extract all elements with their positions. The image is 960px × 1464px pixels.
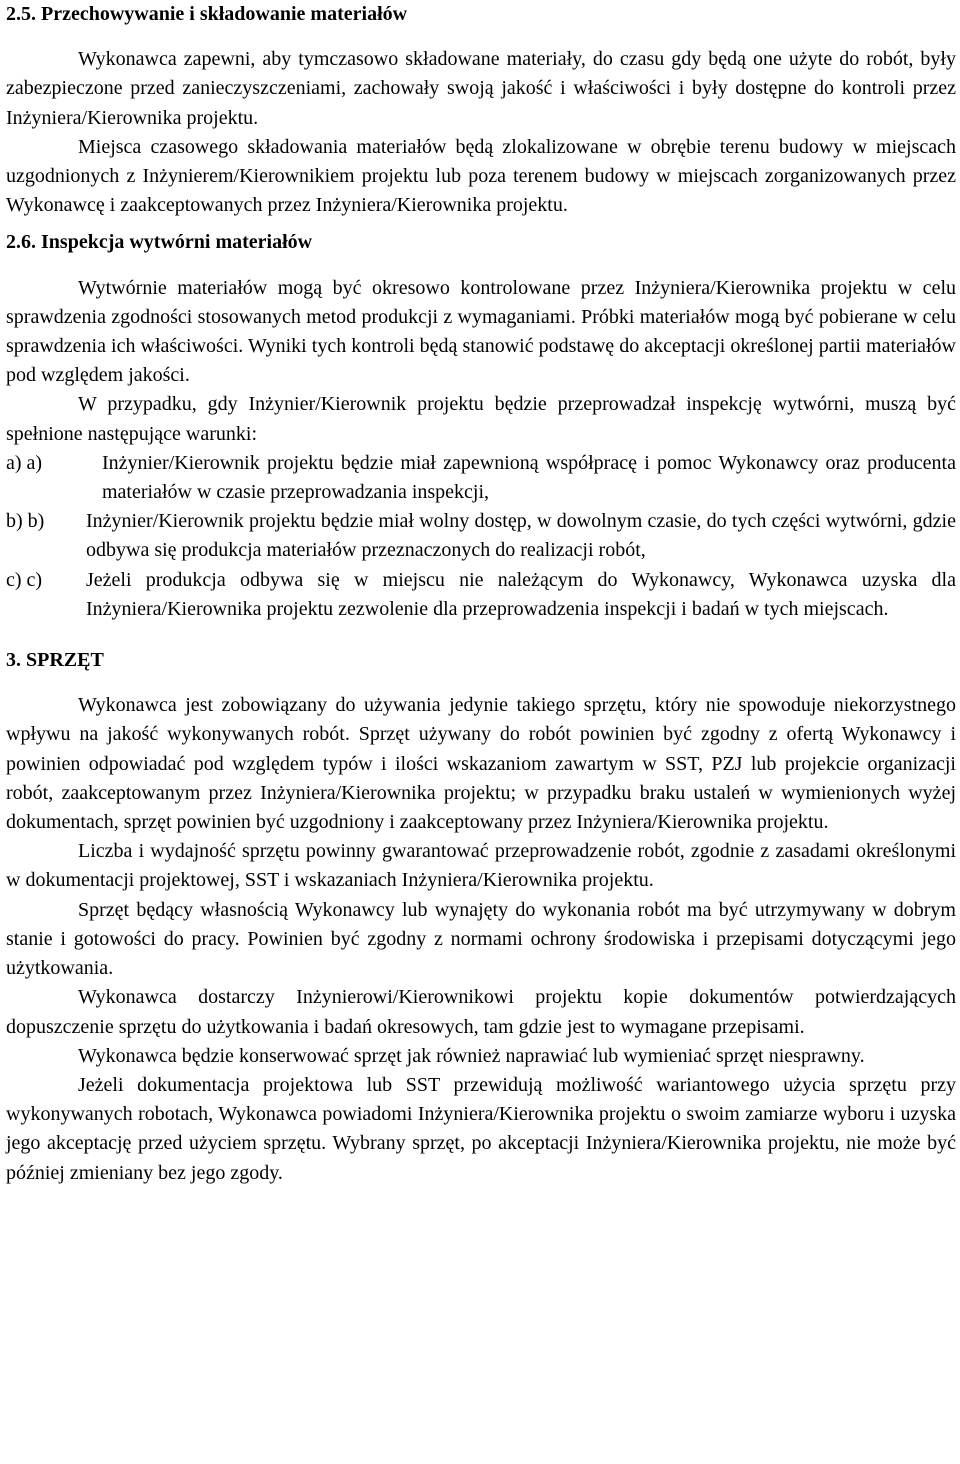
list-item-a [6,449,956,507]
section-3-heading: 3. SPRZĘT [6,649,104,672]
section-2-6-heading: 2.6. Inspekcja wytwórni materiałów [6,231,313,254]
list-item-c [6,566,956,624]
section-3-paragraph-4: Wykonawca dostarczy Inżynierowi/Kierownikowi projektu kopie dokumentów potwierdzających dopuszczenie sprzętu do użytkowania i badań okresowych, tam gdzie jest to wymagane przepisami. [6,986,956,1038]
list-marker-c: c) c) [6,568,43,591]
section-2-5-heading: 2.5. Przechowywanie i składowanie materiałów [6,3,408,25]
list-text-c: Jeżeli produkcja odbywa się w miejscu nie należącym do Wykonawcy, Wykonawca uzyska dla Inżyniera/Kierownika projektu zezwolenie dla przeprowadzenia inspekcji i badań w tych miejscach. [86,568,956,620]
list-marker-a: a) a) [6,451,43,474]
list-marker-b: b) b) [6,510,45,533]
section-3-paragraph-2: Liczba i wydajność sprzętu powinny gwarantować przeprowadzenie robót, zgodnie z zasadami określonymi w dokumentacji projektowej, SST i wskazaniach Inżyniera/Kierownika projektu. [6,840,956,892]
section-2-6-paragraph-2: W przypadku, gdy Inżynier/Kierownik projektu będzie przeprowadzał inspekcję wytwórni, muszą być spełnione następujące warunki: [6,393,956,445]
list-item-b [6,507,956,565]
section-3-paragraph-3: Sprzęt będący własnością Wykonawcy lub wynajęty do wykonania robót ma być utrzymywany w dobrym stanie i gotowości do pracy. Powinien być zgodny z normami ochrony środowiska i przepisami dotyczącymi jego użytkowania. [6,898,956,980]
document-page [6,0,956,1188]
section-2-6-paragraph-1: Wytwórnie materiałów mogą być okresowo kontrolowane przez Inżyniera/Kierownika projektu w celu sprawdzenia zgodności stosowanych metod produkcji z wymaganiami. Próbki materiałów mogą być pobierane w celu sprawdzenia ich właściwości. Wyniki tych kontroli będą stanowić podstawę do akceptacji określonej partii materiałów pod względem jakości. [6,276,956,387]
section-3-paragraph-6: Jeżeli dokumentacja projektowa lub SST przewidują możliwość wariantowego użycia sprzętu przy wykonywanych robotach, Wykonawca powiadomi Inżyniera/Kierownika projektu o swoim zamiarze wyboru i uzyska jego akceptację przed użyciem sprzętu. Wybrany sprzęt, po akceptacji Inżyniera/Kierownika projektu, nie może być później zmieniany bez jego zgody. [6,1073,956,1184]
section-2-5-paragraph-2: Miejsca czasowego składowania materiałów będą zlokalizowane w obrębie terenu budowy w miejscach uzgodnionych z Inżynierem/Kierownikiem projektu lub poza terenem budowy w miejscach zorganizowanych przez Wykonawcę i zaakceptowanych przez Inżyniera/Kierownika projektu. [6,135,956,217]
section-2-5-paragraph-1: Wykonawca zapewni, aby tymczasowo składowane materiały, do czasu gdy będą one użyte do robót, były zabezpieczone przed zanieczyszczeniami, zachowały swoją jakość i właściwości i były dostępne do kontroli przez Inżyniera/Kierownika projektu. [6,48,956,129]
section-3-paragraph-5: Wykonawca będzie konserwować sprzęt jak również naprawiać lub wymieniać sprzęt niesprawny. [78,1044,865,1067]
list-text-a: Inżynier/Kierownik projektu będzie miał zapewnioną współpracę i pomoc Wykonawcy oraz producenta materiałów w czasie przeprowadzania inspekcji, [102,451,956,504]
list-text-b: Inżynier/Kierownik projektu będzie miał wolny dostęp, w dowolnym czasie, do tych części wytwórni, gdzie odbywa się produkcja materiałów przeznaczonych do realizacji robót, [86,510,956,562]
section-3-paragraph-1: Wykonawca jest zobowiązany do używania jedynie takiego sprzętu, który nie spowoduje niekorzystnego wpływu na jakość wykonywanych robót. Sprzęt używany do robót powinien być zgodny z ofertą Wykonawcy i powinien odpowiadać pod względem typów i ilości wskazaniom zawartym w SST, PZJ lub projekcie organizacji robót, zaakceptowanym przez Inżyniera/Kierownika projektu; w przypadku braku ustaleń w wymienionych wyżej dokumentach, sprzęt powinien być uzgodniony i zaakceptowany przez Inżyniera/Kierownika projektu. [6,694,956,834]
